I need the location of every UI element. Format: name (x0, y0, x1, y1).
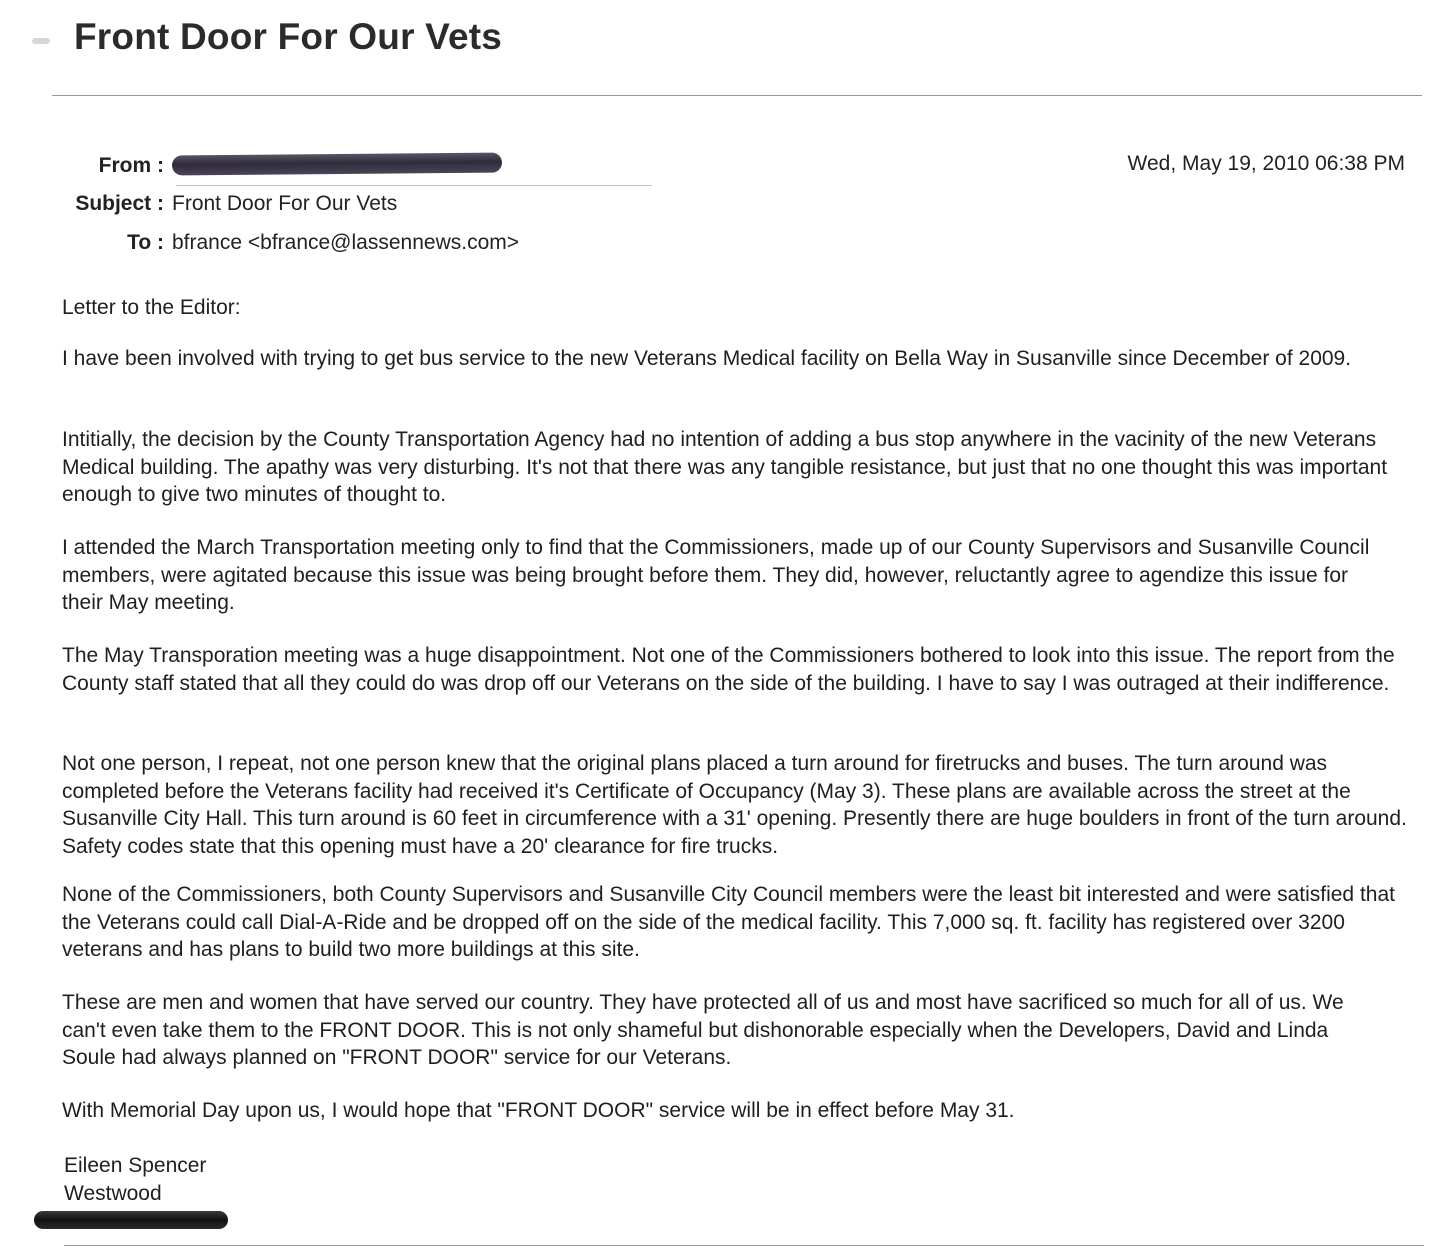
letter-paragraph: Intitially, the decision by the County Transportation Agency had no intention of adding a bus stop anywhere in the vacinity of the new Veterans Medical building. The apathy was very disturbing. It's not that there was any tangible resistance, but just that no one thought this was important enough to give two minutes of thought to. (62, 428, 1388, 506)
letter-paragraph: I attended the March Transportation meeting only to find that the Commissioners, made up of our County Supervisors and Susanville Council members, were agitated because this issue was being brought before them. They did, however, reluctantly agree to agendize this issue for their May meeting. (62, 536, 1370, 614)
email-to-row (0, 231, 519, 255)
subject-value: Front Door For Our Vets (172, 192, 398, 215)
title-divider (52, 95, 1422, 96)
letter-paragraph: None of the Commissioners, both County Supervisors and Susanville City Council members were the least bit interested and were satisfied that the Veterans could call Dial-A-Ride and be dropped off on the side of the medical facility. This 7,000 sq. ft. facility has registered over 3200 veterans and has plans to build two more buildings at this site. (62, 883, 1395, 961)
signature-name: Eileen Spencer (64, 1154, 207, 1177)
letter-paragraph: Not one person, I repeat, not one person knew that the original plans placed a turn around for firetrucks and buses. The turn around was completed before the Veterans facility had received it's Certificate of Occupancy (May 3). These plans are available across the street at the Susanville City Hall. This turn around is 60 feet in circumference with a 31' opening. Presently there are huge boulders in front of the turn around. Safety codes state that this opening must have a 20' clearance for fire trucks. (62, 752, 1407, 858)
bottom-divider (64, 1245, 1424, 1246)
email-from-row (0, 152, 502, 178)
redacted-sender (172, 153, 502, 176)
signature-location: Westwood (64, 1181, 162, 1205)
document-title: Front Door For Our Vets (74, 16, 503, 57)
signature-block (64, 1152, 206, 1207)
from-underline (176, 185, 652, 186)
letter-paragraph: I have been involved with trying to get bus service to the new Veterans Medical facility on Bella Way in Susanville since December of 2009. (62, 347, 1352, 370)
letter-greeting: Letter to the Editor: (62, 296, 241, 319)
redacted-contact (34, 1211, 228, 1229)
letter-paragraph: With Memorial Day upon us, I would hope that "FRONT DOOR" service will be in effect before May 31. (62, 1099, 1015, 1122)
letter-paragraph: The May Transporation meeting was a huge disappointment. Not one of the Commissioners bothered to look into this issue. The report from the County staff stated that all they could do was drop off our Veterans on the side of the building. I have to say I was outraged at their indifference. (62, 644, 1395, 695)
email-date: Wed, May 19, 2010 06:38 PM (1127, 152, 1405, 175)
subject-label: Subject : (75, 192, 164, 215)
email-subject-row (0, 192, 397, 216)
to-value: bfrance <bfrance@lassennews.com> (172, 231, 520, 254)
letter-paragraph: These are men and women that have served our country. They have protected all of us and most have sacrificed so much for all of us. We can't even take them to the FRONT DOOR. This is not only shameful but dishonorable especially when the Developers, David and Linda Soule had always planned on "FRONT DOOR" service for our Veterans. (62, 991, 1344, 1069)
to-label: To : (127, 231, 164, 254)
scan-artifact (32, 38, 50, 44)
from-label: From : (98, 154, 164, 177)
